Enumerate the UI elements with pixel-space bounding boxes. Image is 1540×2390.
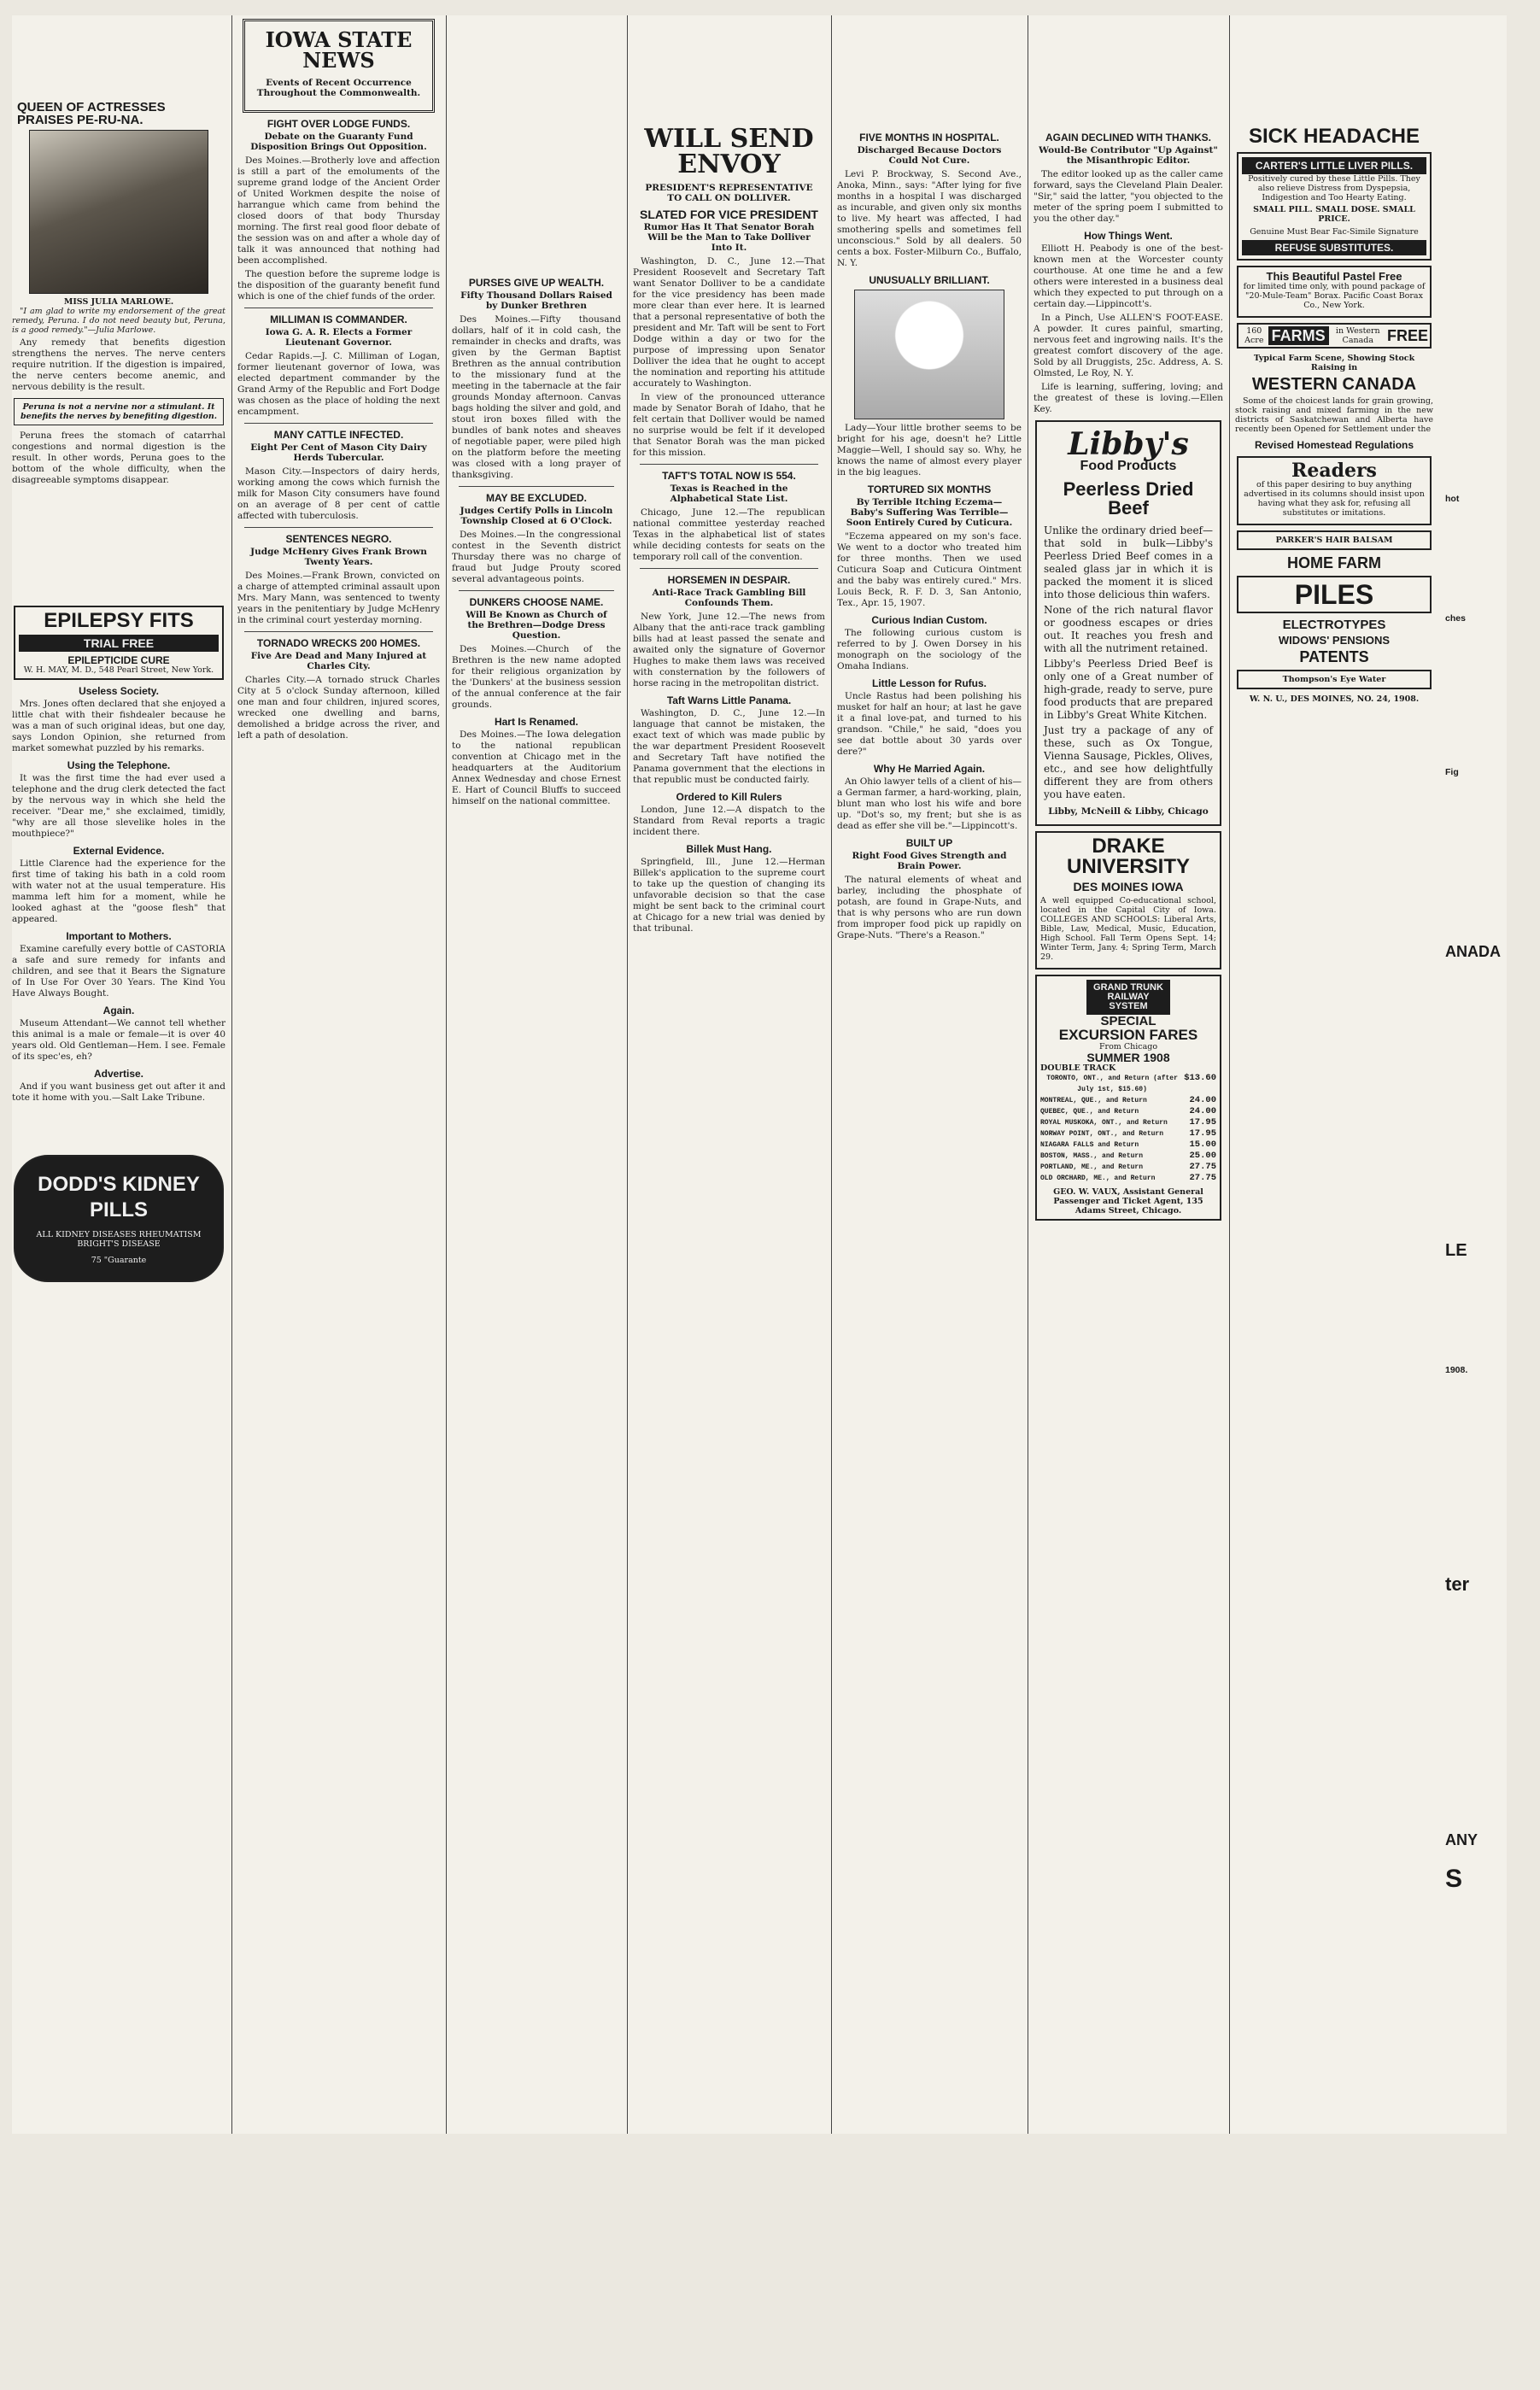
s7-sub: Right Food Gives Strength and Brain Power.	[852, 851, 1007, 871]
carters-ad	[1237, 152, 1432, 261]
libby-body4: Just try a package of any of these, such as Ox Tongue, Vienna Sausage, Pickles, Olives, etc., and see how delightfully different they are from others you have eaten.	[1044, 724, 1213, 800]
separator	[459, 590, 614, 591]
mothers-body: Examine carefully every bottle of CASTORIA a safe and sure remedy for infants and children, and see that it Bears the Signature of In Use For Over 30 Years. The Kind You Have Always Bought.	[12, 944, 225, 999]
farms-free: FREE	[1386, 327, 1428, 344]
evidence-heading: External Evidence.	[73, 845, 165, 857]
western-canada-body: Some of the choicest lands for grain growing, stock raising and mixed farming in the new districts of Saskatchewan and Alberta have recently been Opened for Settlement under the	[1235, 396, 1433, 434]
s4-heading: Taft Warns Little Panama.	[666, 694, 792, 706]
s2-body: Elliott H. Peabody is one of the best-known men at the Worcester county courthouse. At one time he and a few others were interested in a business deal which they expected to put through on a certain day.—Lippincott's.	[1033, 243, 1223, 309]
widows-ad: WIDOWS' PENSIONS	[1278, 634, 1391, 647]
libby-sig: Libby, McNeill & Libby, Chicago	[1048, 806, 1209, 817]
farms-ad	[1237, 323, 1432, 349]
parker-ad: PARKER'S HAIR BALSAM	[1237, 530, 1432, 550]
gt-fare-row	[1040, 1151, 1216, 1162]
again-body: Museum Attendant—We cannot tell whether this animal is a male or female—it is over 40 years old. Old Gentleman—Hem. I see. Female of its spec'es, eh?	[12, 1018, 225, 1062]
gt-fare-destination: TORONTO, ONT., and Return (after July 1st, $15.60)	[1046, 1075, 1178, 1093]
peruna-quote: "I am glad to write my endorsement of the great remedy, Peruna. I do not need beauty but, Peruna, is a good remedy."—Julia Marlowe.	[12, 307, 225, 335]
s1-body: Des Moines.—Fifty thousand dollars, half of it in cold cash, the remainder in checks and drafts, was given by the German Baptist Brethren as the annual contribution to the missionary fund at the meeting in the tabernacle at the fair grounds Monday afternoon. Canvas bags holding the silver and gold, and stout iron boxes filled with the bundles of bank notes and sheaves of negotiable paper, were piled high on the platform before the meeting was closed with a long prayer of thanksgiving.	[452, 314, 621, 480]
edge-text: ANADA	[1445, 943, 1501, 960]
telephone-body: It was the first time the had ever used a telephone and the drug clerk detected the fact by the nervous way in which she held the receiver. "Dear me," she exclaimed, timidly, "why are all those slevelike holes in the mouthpiece?"	[12, 773, 225, 839]
s4-body: Des Moines.—Frank Brown, convicted on a charge of attempted criminal assault upon Mrs. Mary Mann, was sentenced to twenty years in the penitentiary by Judge McHenry in the criminal court yesterday morning.	[237, 571, 440, 625]
s1-body: Levi P. Brockway, S. Second Ave., Anoka, Minn., says: "After lying for five months in a hospital I was discharged as incurable, and given only six months to live. My heart was affected, I had smothering spells and sometimes fell unconscious." Sold by all dealers. 50 cents a box. Foster-Milburn Co., Buffalo, N. Y.	[837, 169, 1022, 268]
epilepsy-cure: EPILEPTICIDE CURE	[67, 654, 170, 666]
s6-heading: Why He Married Again.	[873, 763, 986, 775]
s2-body: Lady—Your little brother seems to be bright for his age, doesn't he? Little Maggie—Well, I should say so. Why, he knows the name of almost every player in the big leagues.	[837, 423, 1022, 477]
epilepsy-trial: TRIAL FREE	[19, 635, 219, 652]
farms-acre: 160 Acre	[1244, 326, 1264, 345]
column-rule	[627, 15, 628, 2134]
s4-heading: Curious Indian Custom.	[871, 614, 987, 626]
refuse-substitutes: REFUSE SUBSTITUTES.	[1242, 240, 1426, 255]
gt-h2: EXCURSION FARES	[1058, 1027, 1198, 1043]
s7-body: The natural elements of wheat and barley, including the phosphate of potash, are found in Grape-Nuts, and that is why persons who are run down from improper food pick up rapidly on Grape-Nuts. "There's a Reason."	[837, 875, 1022, 940]
envoy-body: Washington, D. C., June 12.—That President Roosevelt and Secretary Taft want Senator Dolliver to be a candidate for the vice presidency has been made more clear than ever here. It is learned that a personal representative of both the president and Mr. Taft will be sent to Fort Dodge within a day or two for the purpose of impressing upon Senator Dolliver the idea that he ought to accept the nomination and reporting his attitude accurately to Washington.	[633, 256, 825, 389]
gt-fare-row	[1040, 1128, 1216, 1139]
farms-caption: Typical Farm Scene, Showing Stock Raising in	[1253, 354, 1415, 372]
farms-where: in Western Canada	[1335, 326, 1380, 345]
gt-fare-price: 25.00	[1189, 1151, 1216, 1161]
s1-sub: Fifty Thousand Dollars Raised by Dunker Brethren	[460, 290, 612, 311]
dodds-price: 75 "Guarante	[91, 1256, 147, 1265]
readers-body: of this paper desiring to buy anything advertised in its columns should insist upon having what they ask for, refusing all substitutes or imitations.	[1244, 480, 1425, 518]
separator	[459, 486, 614, 487]
column-2	[237, 15, 440, 2134]
gt-fare-destination: OLD ORCHARD, ME., and Return	[1040, 1174, 1156, 1182]
s5-body: London, June 12.—A dispatch to the Standard from Reval reports a tragic incident there.	[633, 805, 825, 837]
s1-body: The editor looked up as the caller came forward, says the Cleveland Plain Dealer. "Sir," said the latter, "you objected to the meter of the spring poem I submitted to you the other day."	[1033, 169, 1223, 224]
gt-fare-price: 17.95	[1189, 1117, 1216, 1128]
separator	[640, 568, 818, 569]
advertise-body: And if you want business get out after it and tote it home with you.—Salt Lake Tribune.	[12, 1081, 225, 1103]
homefarm-ad: HOME FARM	[1287, 554, 1381, 571]
telephone-heading: Using the Telephone.	[67, 759, 171, 771]
western-canada-heading2: Revised Homestead Regulations	[1254, 439, 1414, 451]
borax-body: for limited time only, with pound package of "20-Mule-Team" Borax. Pacific Coast Borax Co., New York.	[1243, 282, 1426, 310]
s2-body: Des Moines.—In the congressional contest in the Seventh district Thursday there was no charge of fraud but Judge Prouty scored several advantageous points.	[452, 530, 621, 584]
piles-ad	[1237, 576, 1432, 613]
s3-heading: TORTURED SIX MONTHS	[867, 483, 992, 495]
s1-heading: FIGHT OVER LODGE FUNDS.	[266, 118, 411, 130]
s4-heading: Hart Is Renamed.	[494, 716, 579, 728]
separator	[244, 631, 433, 632]
s2-sub: Texas is Reached in the Alphabetical State List.	[670, 483, 788, 504]
wnu-line: W. N. U., DES MOINES, NO. 24, 1908.	[1249, 694, 1420, 704]
gt-h3: From Chicago	[1098, 1042, 1158, 1051]
gt-fare-destination: BOSTON, MASS., and Return	[1040, 1152, 1144, 1160]
gt-sub: DOUBLE TRACK	[1040, 1063, 1116, 1073]
peruna-body2: Peruna frees the stomach of catarrhal congestions and normal digestion is the result. In other words, Peruna goes to the bottom of the whole difficulty, when the disagreeable symptoms disappear.	[12, 431, 225, 485]
carters-logo: CARTER'S LITTLE LIVER PILLS.	[1242, 157, 1426, 174]
electrotypes-ad: ELECTROTYPES	[1282, 618, 1386, 632]
carters-genuine: Genuine Must Bear Fac-Simile Signature	[1250, 227, 1419, 237]
masthead-sub: Events of Recent Occurrence Throughout the Commonwealth.	[256, 78, 421, 98]
s2-heading: TAFT'S TOTAL NOW IS 554.	[662, 470, 796, 482]
libby-h1: Peerless Dried Beef	[1063, 478, 1194, 518]
s3-sub: Anti-Race Track Gambling Bill Confounds Them.	[652, 588, 806, 608]
gt-fare-row	[1040, 1117, 1216, 1128]
gt-fare-price: 15.00	[1189, 1139, 1216, 1150]
s3-body: Des Moines.—Church of the Brethren is the new name adopted for their religious organization by the 'Dunkers' at the business session of the annual conference at the fair grounds.	[452, 644, 621, 710]
s3-body: In a Pinch, Use ALLEN'S FOOT-EASE. A powder. It cures painful, smarting, nervous feet and ingrowing nails. It's the greatest comfort discovery of the age. Sold by all Druggists, 25c. Address, A. S. Olmsted, Le Roy, N. Y.	[1033, 313, 1223, 378]
s3-body: "Eczema appeared on my son's face. We went to a doctor who treated him for three months. Then we used Cuticura Soap and Cuticura Ointment and the baby was entirely cured." Mrs. Louis Beck, R. F. D. 3, San Antonio, Tex., Apr. 15, 1907.	[837, 531, 1022, 608]
column-rule	[231, 15, 232, 2134]
drake-city: DES MOINES IOWA	[1073, 880, 1184, 893]
column-rule	[446, 15, 447, 2134]
libby-title: Libby's	[1068, 426, 1189, 462]
s2-body: Chicago, June 12.—The republican national committee yesterday reached Texas in the alphabetical list of states while deciding contests for seats on the temporary roll call of the convention.	[633, 507, 825, 562]
carters-small: SMALL PILL. SMALL DOSE. SMALL PRICE.	[1253, 205, 1415, 224]
peruna-body: Any remedy that benefits digestion strengthens the nerves. The nerve centers require nutrition. If the digestion is impaired, the nerve centers become anemic, and nervous debility is the result.	[12, 337, 225, 392]
gt-fare-row	[1040, 1095, 1216, 1106]
gt-fare-destination: QUEBEC, QUE., and Return	[1040, 1108, 1139, 1116]
gt-fare-price: 27.75	[1189, 1162, 1216, 1172]
s2-body: Cedar Rapids.—J. C. Milliman of Logan, former lieutenant governor of Iowa, was elected department commander by the Grand Army of the Republic and Fort Dodge was chosen as the place of holding the next encampment.	[237, 351, 440, 417]
s4-body: Des Moines.—The Iowa delegation to the national republican convention at Chicago met in the headquarters at the Auditorium Annex Wednesday and chose Ernest E. Hart of Council Bluffs to succeed himself on the national committee.	[452, 729, 621, 806]
gt-h1: SPECIAL	[1100, 1014, 1156, 1028]
portrait-caption: MISS JULIA MARLOWE.	[63, 297, 174, 307]
gt-logo: GRAND TRUNK RAILWAY SYSTEM	[1086, 980, 1170, 1015]
s6-body: An Ohio lawyer tells of a client of his—a German farmer, a hard-working, plain, blunt man who lost his wife and bore up. "Dot's so, my frent; but she is as dead as effer she vill be."—Lippincott's.	[837, 776, 1022, 831]
gt-fare-row	[1040, 1106, 1216, 1117]
borax-ad	[1237, 266, 1432, 318]
evidence-body: Little Clarence had the experience for the first time of taking his bath in a cold room with water not at the usual temperature. His mamma left him for a moment, while he looked aghast at the "goose flesh" that appeared.	[12, 858, 225, 924]
envoy-headline: WILL SEND ENVOY	[644, 124, 814, 179]
masthead-title: IOWA STATE NEWS	[265, 27, 413, 73]
libby-body2: None of the rich natural flavor or goodness escapes or dries out. It reaches you fresh and with all the nutriment retained.	[1044, 604, 1213, 654]
column-1	[12, 15, 225, 2134]
column-7	[1235, 15, 1433, 2245]
column-3	[452, 15, 621, 2390]
envoy-sub1: PRESIDENT'S REPRESENTATIVE TO CALL ON DOLLIVER.	[645, 183, 813, 203]
s2-heading: MILLIMAN IS COMMANDER.	[270, 313, 407, 325]
peruna-headline: QUEEN OF ACTRESSES PRAISES PE-RU-NA.	[17, 100, 166, 127]
gt-fare-row	[1040, 1073, 1216, 1095]
drake-title: DRAKE UNIVERSITY	[1066, 835, 1191, 878]
s2-heading: MAY BE EXCLUDED.	[485, 492, 588, 504]
epilepsy-title: EPILEPSY FITS	[44, 609, 194, 632]
s3-body: Mason City.—Inspectors of dairy herds, working among the cows which furnish the milk for Mason City consumers have found on an average of 8 per cent of cattle affected with tuberculosis.	[237, 466, 440, 521]
s1-heading: PURSES GIVE UP WEALTH.	[468, 277, 605, 289]
separator	[640, 464, 818, 465]
s3-heading: HORSEMEN IN DESPAIR.	[667, 574, 791, 586]
libby-body3: Libby's Peerless Dried Beef is only one of a Great number of high-grade, ready to serve, pure food products that are prepared in Libby's Great White Kitchen.	[1044, 658, 1213, 721]
readers-ad	[1237, 456, 1432, 525]
piles-heading: PILES	[1294, 579, 1374, 610]
s1-heading: AGAIN DECLINED WITH THANKS.	[1045, 132, 1211, 144]
gt-fare-destination: ROYAL MUSKOKA, ONT., and Return	[1040, 1119, 1168, 1127]
patents-ad: PATENTS	[1299, 648, 1369, 665]
cartoon-image	[854, 290, 1004, 419]
s6-body: Springfield, Ill., June 12.—Herman Billek's application to the supreme court to take up the question of changing its unfavorable decision so that the case might be sent back to the criminal court at Chicago for a new trial was denied by that tribunal.	[633, 857, 825, 934]
edge-text: Fig	[1445, 767, 1459, 777]
peruna-box: Peruna is not a nervine nor a stimulant. It benefits the nerves by benefiting digestion.	[14, 398, 224, 425]
farms-title: FARMS	[1268, 326, 1329, 345]
s5-sub: Five Are Dead and Many Injured at Charles City.	[250, 651, 427, 671]
drake-body: A well equipped Co-educational school, located in the Capital City of Iowa. COLLEGES AND SCHOOLS: Liberal Arts, Bible, Law, Medical, Music, Education, High School. Fall Term Opens Sept. 14; Winter Term, Jany. 4; Spring Term, March 29.	[1040, 896, 1216, 962]
s4-heading: SENTENCES NEGRO.	[285, 533, 392, 545]
edge-text: ANY	[1445, 1831, 1479, 1848]
s1-sub: Would-Be Contributor "Up Against" the Misanthropic Editor.	[1039, 145, 1218, 166]
borax-heading: This Beautiful Pastel Free	[1266, 270, 1402, 283]
s3-heading: MANY CATTLE INFECTED.	[273, 429, 404, 441]
edge-text: LE	[1445, 1241, 1467, 1260]
sick-headline: SICK HEADACHE	[1248, 125, 1420, 148]
gt-fare-destination: NORWAY POINT, ONT., and Return	[1040, 1130, 1164, 1138]
gt-fare-price: $13.60	[1184, 1073, 1216, 1083]
readers-heading: Readers	[1291, 460, 1377, 482]
column-5	[837, 15, 1022, 2245]
edge-text: S	[1445, 1865, 1463, 1893]
s4-sub: Judge McHenry Gives Frank Brown Twenty Years.	[250, 547, 427, 567]
grand-trunk-ad	[1035, 975, 1221, 1221]
edge-text: hot	[1445, 494, 1460, 504]
gt-h4: SUMMER 1908	[1086, 1051, 1170, 1064]
gt-foot: GEO. W. VAUX, Assistant General Passenger and Ticket Agent, 135 Adams Street, Chicago.	[1053, 1187, 1203, 1216]
s4-body: Life is learning, suffering, loving; and the greatest of these is loving.—Ellen Key.	[1033, 382, 1223, 414]
edge-text: ter	[1445, 1573, 1470, 1595]
s5-body: Uncle Rastus had been polishing his musket for half an hour; at last he gave it a final love-pat, and turned to his grandson. "Chile," he said, "does you see dat bottle about 30 yards over dere?"	[837, 691, 1022, 757]
s1-sub: Debate on the Guaranty Fund Disposition Brings Out Opposition.	[250, 132, 427, 152]
column-rule	[1229, 15, 1230, 2134]
western-canada-heading: WESTERN CANADA	[1251, 375, 1417, 394]
s5-heading: TORNADO WRECKS 200 HOMES.	[256, 637, 421, 649]
s1-body2: The question before the supreme lodge is the disposition of the guaranty benefit fund which is one of the chief funds of the order.	[237, 269, 440, 302]
s5-heading: Little Lesson for Rufus.	[871, 677, 987, 689]
s5-heading: Ordered to Kill Rulers	[676, 791, 782, 803]
newspaper-page	[12, 15, 1507, 2134]
s3-heading: DUNKERS CHOOSE NAME.	[469, 596, 604, 608]
portrait-image	[29, 130, 208, 294]
carters-body: Positively cured by these Little Pills. They also relieve Distress from Dyspepsia, Indigestion and Too Hearty Eating.	[1248, 174, 1420, 202]
epilepsy-address: W. H. MAY, M. D., 548 Pearl Street, New York.	[23, 665, 214, 675]
s3-sub: Will Be Known as Church of the Brethren—Dodge Dress Question.	[466, 610, 607, 641]
column-4	[633, 15, 825, 2134]
s1-body: Des Moines.—Brotherly love and affection is still a part of the emoluments of the supreme grand lodge of the Ancient Order of United Workmen despite the noise of harrangue which came from behind the closed doors of that body Thursday morning. The first real good floor debate of the session was on and after a whole day of talk it was announced that nothing had been accomplished.	[237, 155, 440, 266]
thompson-ad: Thompson's Eye Water	[1237, 670, 1432, 689]
edge-text: 1908.	[1445, 1365, 1468, 1375]
dodds-title: DODD'S KIDNEY PILLS	[38, 1173, 200, 1221]
epilepsy-ad	[14, 606, 224, 680]
advertise-heading: Advertise.	[93, 1068, 144, 1080]
s3-sub: Eight Per Cent of Mason City Dairy Herds Tubercular.	[250, 442, 427, 463]
envoy-sub2: SLATED FOR VICE PRESIDENT	[640, 208, 818, 221]
s3-sub: By Terrible Itching Eczema—Baby's Suffering Was Terrible—Soon Entirely Cured by Cuticura.	[846, 497, 1013, 528]
libby-sub: Food Products	[1080, 459, 1177, 473]
dodds-sub: ALL KIDNEY DISEASES RHEUMATISM BRIGHT'S DISEASE	[36, 1230, 202, 1249]
masthead-frame	[243, 19, 435, 113]
gt-fare-destination: PORTLAND, ME., and Return	[1040, 1163, 1144, 1171]
mothers-heading: Important to Mothers.	[66, 930, 172, 942]
s1-heading: FIVE MONTHS IN HOSPITAL.	[859, 132, 999, 144]
gt-fare-price: 24.00	[1189, 1106, 1216, 1116]
column-6	[1033, 15, 1223, 2245]
s4-body: Washington, D. C., June 12.—In language that cannot be mistaken, the exact text of which was made public by the war department President Roosevelt and Secretary Taft have notified the Panama government that the elections in that republic must be conducted fairly.	[633, 708, 825, 785]
useless-heading: Useless Society.	[79, 685, 159, 697]
again-heading: Again.	[102, 1005, 135, 1016]
gt-fare-price: 17.95	[1189, 1128, 1216, 1139]
gt-fare-destination: MONTREAL, QUE., and Return	[1040, 1097, 1147, 1104]
edge-text: ches	[1445, 613, 1466, 624]
gt-fare-row	[1040, 1139, 1216, 1151]
gt-fare-price: 27.75	[1189, 1173, 1216, 1183]
s2-sub: Iowa G. A. R. Elects a Former Lieutenant Governor.	[265, 327, 413, 348]
gt-fare-price: 24.00	[1189, 1095, 1216, 1105]
separator	[244, 423, 433, 424]
envoy-sub3: Rumor Has It That Senator Borah Will be the Man to Take Dolliver Into It.	[643, 222, 815, 253]
libby-body: Unlike the ordinary dried beef—that sold in bulk—Libby's Peerless Dried Beef comes in a sealed glass jar in which it is packed the moment it is sliced into those delicious thin wafers.	[1044, 524, 1213, 600]
s2-sub: Judges Certify Polls in Lincoln Township Closed at 6 O'Clock.	[460, 506, 613, 526]
gt-fare-list	[1040, 1073, 1216, 1184]
libby-ad	[1035, 420, 1221, 826]
gt-fare-destination: NIAGARA FALLS and Return	[1040, 1141, 1139, 1149]
column-rule	[831, 15, 832, 2134]
s4-body: The following curious custom is referred to by J. Owen Dorsey in his monograph on the sociology of the Omaha Indians.	[837, 628, 1022, 671]
right-edge-fragments	[1445, 15, 1505, 2134]
s3-body: New York, June 12.—The news from Albany that the anti-race track gambling bills had at least passed the senate and awaited only the signature of Governor Hughes to make them laws was received with consternation by the followers of horse racing in the metropolitan district.	[633, 612, 825, 688]
useless-body: Mrs. Jones often declared that she enjoyed a little chat with their fishdealer because he was a man of such original ideas, but one day, says London Opinion, she returned from market somewhat puzzled by his remarks.	[12, 699, 225, 753]
gt-fare-row	[1040, 1162, 1216, 1173]
s7-heading: BUILT UP	[905, 837, 953, 849]
separator	[244, 527, 433, 528]
s1-sub: Discharged Because Doctors Could Not Cure.	[857, 145, 1002, 166]
dodds-ad	[14, 1155, 224, 1282]
s6-heading: Billek Must Hang.	[686, 843, 772, 855]
envoy-body2: In view of the pronounced utterance made by Senator Borah of Idaho, that he felt certain that Dolliver would be named no surprise would be felt if it developed that Senator Borah was the man picked for this mission.	[633, 392, 825, 458]
s2-heading: UNUSUALLY BRILLIANT.	[869, 274, 990, 286]
s5-body: Charles City.—A tornado struck Charles City at 5 o'clock Sunday afternoon, killed one man and four children, injured scores, wrecked one dwelling and barns, demolished a bridge across the river, and left a path of desolation.	[237, 675, 440, 741]
drake-ad	[1035, 831, 1221, 969]
gt-fare-row	[1040, 1173, 1216, 1184]
s2-heading: How Things Went.	[1084, 230, 1173, 242]
